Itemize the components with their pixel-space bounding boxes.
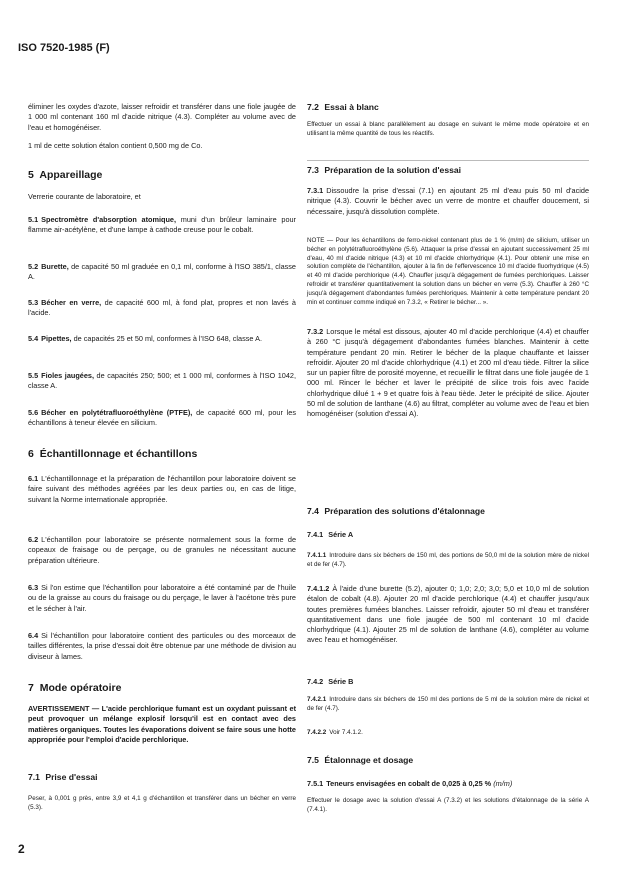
- series-a-heading: [307, 530, 353, 539]
- clause-7-4-2-2: [307, 729, 589, 738]
- warning-text: — L'acide perchlorique fumant est un oxydant puissant et peut provoquer un mélange explosif lorsqu'il est en contact avec des matières organiques. Toutes les évaporations doivent se faire sous une hotte appropriée pour l'emploi d'acide perchlorique.: [28, 704, 296, 744]
- section-number: 5: [28, 169, 34, 181]
- section-title: Mode opératoire: [39, 682, 122, 694]
- apparatus-item: [28, 262, 296, 283]
- clause-number: 7.4.1.1: [307, 552, 327, 559]
- item-text: Si l'on estime que l'échantillon pour laboratoire a été contaminé par de l'huile ou de la graisse au cours du fraisage ou du perçage, le laver à l'acétone très pure et le sécher à l'air.: [28, 583, 296, 613]
- clause-title: Série A: [328, 530, 354, 539]
- subsection-number: 7.3: [307, 165, 319, 175]
- subsection-title: Étalonnage et dosage: [324, 755, 414, 765]
- clause-7-4-1-2: [307, 584, 589, 646]
- clause-7-4-2-1: [307, 696, 589, 714]
- clause-number: 7.4.2.2: [307, 729, 327, 736]
- subsection-7-2-heading: [307, 102, 379, 112]
- standard-concentration-note: 1 ml de cette solution étalon contient 0,500 mg de Co.: [28, 141, 203, 150]
- section-6-heading: [28, 448, 197, 460]
- item-number: 6.3: [28, 583, 39, 592]
- clause-title: Teneurs envisagées en cobalt de 0,025 à 0,25 %: [326, 779, 492, 788]
- subsection-title: Essai à blanc: [324, 102, 379, 112]
- section-number: 6: [28, 448, 34, 460]
- item-text: de capacités 25 et 50 ml, conformes à l'ISO 648, classe A.: [71, 334, 262, 343]
- clause-number: 7.3.1: [307, 186, 324, 195]
- item-name: Fioles jaugées,: [41, 371, 94, 380]
- subsection-number: 7.4: [307, 506, 319, 516]
- item-text: L'échantillonnage et la préparation de l'échantillon pour laboratoire doivent se faire suivant des méthodes agréées par les deux parties ou, en cas de litige, suivant la Norme internationale appropriée.: [28, 474, 296, 504]
- clause-7-4-1-1: [307, 552, 589, 570]
- warning-label: AVERTISSEMENT: [28, 704, 90, 713]
- apparatus-intro: Verrerie courante de laboratoire, et: [28, 192, 141, 201]
- subsection-title: Préparation des solutions d'étalonnage: [324, 506, 485, 516]
- series-b-heading: [307, 677, 353, 686]
- subsection-7-5-heading: [307, 755, 413, 765]
- item-number: 5.2: [28, 262, 39, 271]
- section-divider: [307, 160, 589, 161]
- item-number: 5.6: [28, 408, 39, 417]
- sampling-item: [28, 474, 296, 505]
- subsection-7-3-heading: [307, 165, 461, 175]
- apparatus-item: [28, 371, 296, 392]
- apparatus-item: [28, 334, 296, 344]
- blank-test-text: Effectuer un essai à blanc parallèlement au dosage en suivant le même mode opératoire et en utilisant la même quantité de tous les réactifs.: [307, 121, 589, 137]
- section-5-heading: [28, 169, 102, 181]
- sampling-item: [28, 535, 296, 566]
- clause-7-5-1-heading: [307, 779, 589, 788]
- section-title: Échantillonnage et échantillons: [39, 448, 198, 460]
- clause-text: Dissoudre la prise d'essai (7.1) en ajoutant 25 ml d'eau puis 50 ml d'acide nitrique (4.3). Couvrir le bécher avec un verre de montre et chauffer doucement, si nécessaire, jusqu'à dissolution complète.: [307, 186, 589, 216]
- item-name: Bécher en verre,: [41, 298, 102, 307]
- section-7-heading: [28, 682, 121, 694]
- item-name: Spectromètre d'absorption atomique,: [41, 215, 177, 224]
- item-number: 5.4: [28, 334, 39, 343]
- item-text: L'échantillon pour laboratoire se présente normalement sous la forme de copeaux de fraisage ou de perçage, ou de granules ne nécessitant aucune préparation ultérieure.: [28, 535, 296, 565]
- item-number: 5.1: [28, 215, 39, 224]
- sampling-item: [28, 583, 296, 614]
- subsection-number: 7.5: [307, 755, 319, 765]
- item-text: muni d'un brûleur laminaire pour flamme air-acétylène, et d'une lampe à cathode creuse pour le cobalt.: [28, 215, 296, 235]
- item-number: 5.3: [28, 298, 39, 307]
- item-text: de capacité 600 ml, pour les échantillons à teneur élevée en silicium.: [28, 408, 296, 428]
- clause-number: 7.5.1: [307, 779, 324, 788]
- sampling-item: [28, 631, 296, 662]
- item-text: de capacité 50 ml graduée en 0,1 ml, conforme à l'ISO 385/1, classe A.: [28, 262, 296, 282]
- clause-unit: (m/m): [493, 779, 513, 788]
- item-number: 6.2: [28, 535, 39, 544]
- warning-paragraph: [28, 704, 296, 745]
- section-title: Appareillage: [39, 169, 103, 181]
- test-portion-text: Peser, à 0,001 g près, entre 3,9 et 4,1 g d'échantillon et transférer dans un bécher en verre (5.3).: [28, 795, 296, 811]
- apparatus-item: [28, 298, 296, 319]
- page-number: 2: [18, 842, 25, 856]
- subsection-number: 7.2: [307, 102, 319, 112]
- item-name: Pipettes,: [41, 334, 72, 343]
- clause-title: Série B: [328, 677, 354, 686]
- item-number: 6.1: [28, 474, 39, 483]
- note-paragraph: NOTE — Pour les échantillons de ferro-nickel contenant plus de 1 % (m/m) de silicium, utiliser un bécher en polytétrafluoroéthylène (5.6). Attaquer la prise d'essai en ajoutant successivement 25 ml d'eau, 40 ml d'acide nitrique (4.3) et 10 ml d'acide chlorhydrique (4.1). Pour obtenir une mise en solution complète de l'échantillon, ajouter à la fin de l'effervescence 10 ml d'acide fluorhydrique (4.5) et 40 ml d'acide perchlorique (4.4). Chauffer jusqu'à dégagement de fumées perchloriques. Laisser refroidir et transférer quantitativement la solution dans un bécher en verre (5.3). Chauffer à 260 °C jusqu'à dégagement d'abondantes fumées perchloriques. Maintenir à cette température pendant 20 min et continuer comme indiqué en 7.3.2, « Retirer le bécher... ».: [307, 237, 589, 306]
- section-number: 7: [28, 682, 34, 694]
- clause-7-3-2: [307, 327, 589, 420]
- intro-paragraph: éliminer les oxydes d'azote, laisser refroidir et transférer dans une fiole jaugée de 1 000 ml contenant 160 ml d'acide nitrique (4.3). Compléter au volume avec de l'eau et homogénéiser.: [28, 102, 296, 132]
- clause-text: Introduire dans six béchers de 150 ml des portions de 5 ml de la solution mère de nickel et de fer (4.7).: [307, 696, 589, 712]
- subsection-7-1-heading: [28, 772, 98, 782]
- item-text: de capacité 600 ml, à fond plat, propres et non lavés à l'acide.: [28, 298, 296, 318]
- item-name: Bécher en polytétrafluoroéthylène (PTFE),: [41, 408, 193, 417]
- item-number: 5.5: [28, 371, 39, 380]
- clause-7-5-1-text: Effectuer le dosage avec la solution d'essai A (7.3.2) et les solutions d'étalonnage de la série A (7.4.1).: [307, 797, 589, 813]
- item-name: Burette,: [41, 262, 69, 271]
- clause-number: 7.4.2.1: [307, 696, 327, 703]
- item-text: Si l'échantillon pour laboratoire contient des particules ou des morceaux de tailles différentes, la prise d'essai doit être obtenue par une méthode de division au diviseur à lames.: [28, 631, 296, 661]
- clause-text: Introduire dans six béchers de 150 ml, des portions de 50,0 ml de la solution mère de nickel et de fer (4.7).: [307, 552, 589, 568]
- apparatus-item: [28, 408, 296, 429]
- subsection-7-4-heading: [307, 506, 485, 516]
- subsection-title: Préparation de la solution d'essai: [324, 165, 462, 175]
- clause-number: 7.4.1: [307, 530, 324, 539]
- clause-7-3-1: [307, 186, 589, 217]
- subsection-number: 7.1: [28, 772, 40, 782]
- clause-number: 7.4.1.2: [307, 584, 330, 593]
- item-text: de capacités 250; 500; et 1 000 ml, conformes à l'ISO 1042, classe A.: [28, 371, 296, 391]
- item-number: 6.4: [28, 631, 39, 640]
- document-header: ISO 7520-1985 (F): [18, 42, 110, 54]
- clause-number: 7.3.2: [307, 327, 324, 336]
- subsection-title: Prise d'essai: [45, 772, 98, 782]
- clause-text: À l'aide d'une burette (5.2), ajouter 0; 1,0; 2,0; 3,0; 5,0 et 10,0 ml de solution étalon de cobalt (4.8). Ajouter 20 ml d'acide perchlorique (4.4) et chauffer jusqu'aux toutes premières fumées blanches. Laisser refroidir, ajouter 50 ml d'eau et transférer quantitativement dans une fiole jaugée de 500 ml contenant 10 ml d'acide chlorhydrique (4.1). Ajouter 25 ml de solution de lanthane (4.6), compléter au volume avec l'eau et homogénéiser.: [307, 584, 589, 645]
- apparatus-item: [28, 215, 296, 236]
- clause-number: 7.4.2: [307, 677, 324, 686]
- clause-text: Lorsque le métal est dissous, ajouter 40 ml d'acide perchlorique (4.4) et chauffer à 260 °C jusqu'à dégagement d'abondantes fumées blanches. Maintenir à cette température pendant 20 min. Retirer le bécher de la plaque chauffante et laisser refroidir. Ajouter 20 ml d'acide chlorhydrique (4.1) et 200 ml d'eau tiède. Filtrer la silice sur un papier filtre de porosité moyenne, et recueillir le filtrat dans une fiole jaugée de 1 000 ml. Rincer le bécher et laver le précipité de silice trois fois avec l'acide chlorhydrique dilué 1 + 9 et quatre fois à l'eau tiède. Jeter le précipité de silice. Ajouter 50 ml de solution de lanthane (4.6) au filtrat, compléter au volume avec de l'eau et bien homogénéiser (solution d'essai A).: [307, 327, 589, 419]
- clause-text: Voir 7.4.1.2.: [329, 729, 363, 736]
